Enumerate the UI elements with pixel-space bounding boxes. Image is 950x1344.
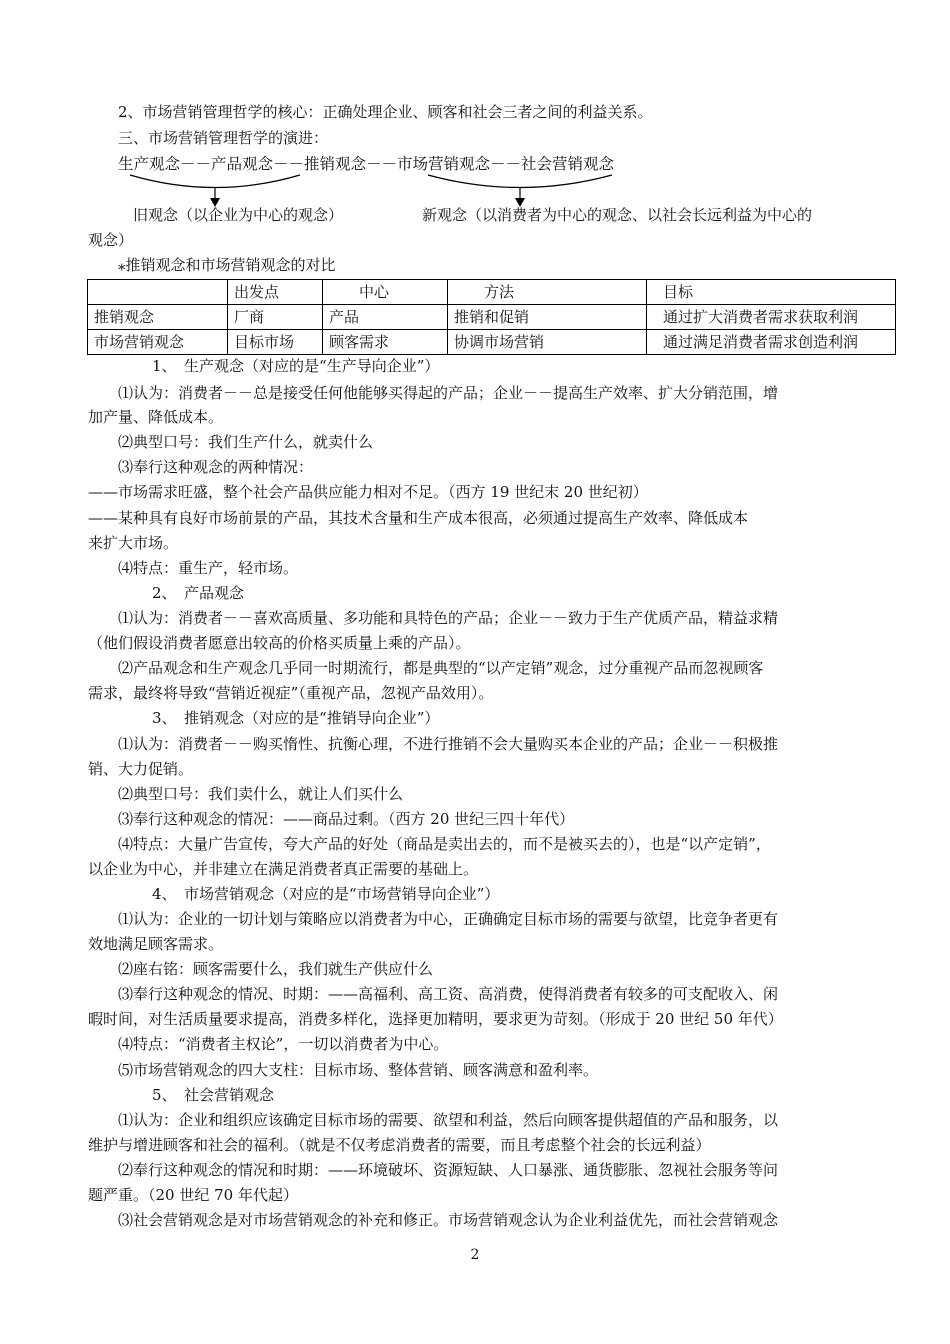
section-heading: 4、 市场营销观念（对应的是“市场营销导向企业”） bbox=[152, 885, 500, 903]
table-cell: 推销观念 bbox=[88, 305, 228, 330]
paragraph-line: ——某种具有良好市场前景的产品，其技术含量和生产成本很高，必须通过提高生产效率、降低成本 bbox=[88, 509, 749, 527]
table-cell: 推销和促销 bbox=[448, 305, 647, 330]
paragraph-line: ⑴认为：消费者－－总是接受任何他能够买得起的产品；企业－－提高生产效率、扩大分销范围，增 bbox=[118, 384, 779, 402]
table-header-cell: 出发点 bbox=[228, 280, 323, 305]
paragraph-line: ⑷特点：大量广告宣传，夸大产品的好处（商品是卖出去的，而不是被买去的），也是“以产定销”， bbox=[118, 835, 771, 853]
table-header-cell bbox=[88, 280, 228, 305]
table-cell: 通过满足消费者需求创造利润 bbox=[647, 330, 896, 355]
section-heading: 3、 推销观念（对应的是“推销导向企业”） bbox=[152, 709, 440, 727]
page-number: 2 bbox=[470, 1247, 480, 1263]
table-cell: 通过扩大消费者需求获取利润 bbox=[647, 305, 896, 330]
paragraph-line: ⑷特点：“消费者主权论”，一切以消费者为中心。 bbox=[118, 1035, 449, 1053]
table-header-cell: 目标 bbox=[647, 280, 896, 305]
paragraph-line: ⑴认为：消费者－－购买惰性、抗衡心理，不进行推销不会大量购买本企业的产品；企业－－积极推 bbox=[118, 735, 779, 753]
paragraph-line: ⑴认为：消费者－－喜欢高质量、多功能和具特色的产品；企业－－致力于生产优质产品，精益求精 bbox=[118, 609, 779, 627]
section-heading: 1、 生产观念（对应的是“生产导向企业”） bbox=[152, 357, 440, 375]
chain-old-part: 生产观念－－产品观念－－推销观念－－ bbox=[118, 155, 398, 173]
table-header-row bbox=[88, 280, 896, 305]
old-concept-label: 旧观念（以企业为中心的观念） bbox=[133, 206, 344, 224]
paragraph-line: 暇时间，对生活质量要求提高，消费多样化，选择更加精明，要求更为苛刻。（形成于 20 世纪 50 年代） bbox=[88, 1010, 783, 1028]
paragraph-line: ⑵典型口号：我们生产什么，就卖什么 bbox=[118, 433, 374, 451]
comparison-table bbox=[87, 279, 896, 355]
paragraph-line: ⑶奉行这种观念的情况：——商品过剩。（西方 20 世纪三四十年代） bbox=[118, 810, 575, 828]
paragraph-line: 来扩大市场。 bbox=[88, 534, 179, 552]
evolution-arrows bbox=[0, 0, 950, 230]
new-concept-label-cont: 观念） bbox=[88, 231, 134, 249]
comparison-title: ⁎推销观念和市场营销观念的对比 bbox=[118, 256, 336, 274]
paragraph-line: 题严重。（20 世纪 70 年代起） bbox=[88, 1186, 298, 1204]
paragraph-line: ⑶奉行这种观念的两种情况： bbox=[118, 458, 314, 476]
paragraph-line: ⑶奉行这种观念的情况、时期：——高福利、高工资、高消费，使得消费者有较多的可支配收入、闲 bbox=[118, 985, 779, 1003]
table-cell: 厂商 bbox=[228, 305, 323, 330]
evolution-heading: 三、市场营销管理哲学的演进： bbox=[118, 129, 329, 147]
paragraph-line: 加产量、降低成本。 bbox=[88, 408, 224, 426]
table-header-cell: 中心 bbox=[323, 280, 448, 305]
paragraph-line: 效地满足顾客需求。 bbox=[88, 935, 224, 953]
paragraph-line: 维护与增进顾客和社会的福利。（就是不仅考虑消费者的需要，而且考虑整个社会的长远利益） bbox=[88, 1136, 711, 1154]
table-header-cell: 方法 bbox=[448, 280, 647, 305]
paragraph-line: ⑸市场营销观念的四大支柱：目标市场、整体营销、顾客满意和盈利率。 bbox=[118, 1061, 599, 1079]
new-concept-label: 新观念（以消费者为中心的观念、以社会长远利益为中心的 bbox=[422, 206, 813, 224]
paragraph-line: ⑶社会营销观念是对市场营销观念的补充和修正。市场营销观念认为企业利益优先，而社会营销观念 bbox=[118, 1211, 779, 1229]
new-brace-curve bbox=[428, 175, 612, 188]
paragraph-line: ⑵产品观念和生产观念几乎同一时期流行，都是典型的“以产定销”观念，过分重视产品而忽视顾客 bbox=[118, 659, 764, 677]
paragraph-line: 需求，最终将导致“营销近视症”（重视产品，忽视产品效用）。 bbox=[88, 684, 494, 702]
paragraph-line: 销、大力促销。 bbox=[88, 760, 194, 778]
table-cell: 目标市场 bbox=[228, 330, 323, 355]
core-line: 2、市场营销管理哲学的核心：正确处理企业、顾客和社会三者之间的利益关系。 bbox=[118, 103, 653, 121]
table-cell: 顾客需求 bbox=[323, 330, 448, 355]
paragraph-line: ⑴认为：企业的一切计划与策略应以消费者为中心，正确确定目标市场的需要与欲望，比竞争者更有 bbox=[118, 910, 779, 928]
paragraph-line: （他们假设消费者愿意出较高的价格买质量上乘的产品）。 bbox=[88, 634, 471, 652]
paragraph-line: ⑷特点：重生产，轻市场。 bbox=[118, 559, 299, 577]
paragraph-line: ——市场需求旺盛，整个社会产品供应能力相对不足。（西方 19 世纪末 20 世纪初） bbox=[88, 483, 648, 501]
table-cell: 协调市场营销 bbox=[448, 330, 647, 355]
paragraph-line: 以企业为中心，并非建立在满足消费者真正需要的基础上。 bbox=[88, 860, 479, 878]
table-cell: 市场营销观念 bbox=[88, 330, 228, 355]
paragraph-line: ⑵典型口号：我们卖什么，就让人们买什么 bbox=[118, 785, 404, 803]
table-row bbox=[88, 330, 896, 355]
chain-new-part: 市场营销观念－－社会营销观念 bbox=[397, 155, 615, 173]
paragraph-line: ⑵座右铭：顾客需要什么，我们就生产供应什么 bbox=[118, 960, 434, 978]
table-cell: 产品 bbox=[323, 305, 448, 330]
table-row bbox=[88, 305, 896, 330]
old-brace-curve bbox=[130, 175, 300, 188]
paragraph-line: ⑵奉行这种观念的情况和时期：——环境破坏、资源短缺、人口暴涨、通货膨胀、忽视社会服务等问 bbox=[118, 1161, 779, 1179]
section-heading: 5、 社会营销观念 bbox=[152, 1086, 275, 1104]
section-heading: 2、 产品观念 bbox=[152, 584, 245, 602]
paragraph-line: ⑴认为：企业和组织应该确定目标市场的需要、欲望和利益，然后向顾客提供超值的产品和服务，以 bbox=[118, 1111, 779, 1129]
